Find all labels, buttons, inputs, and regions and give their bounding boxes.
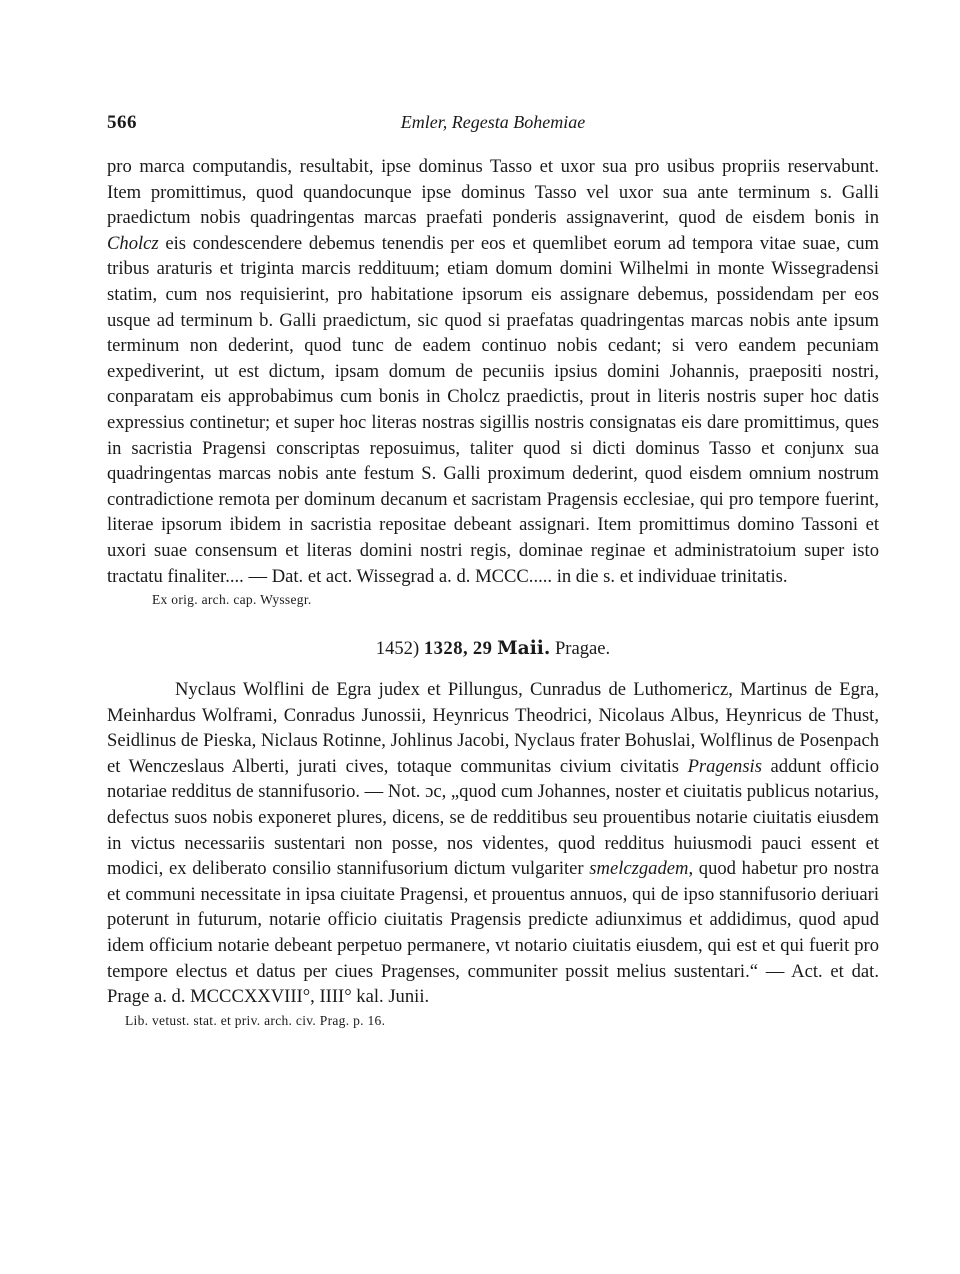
page-number: 566 [107, 112, 137, 133]
source-note-1: Ex orig. arch. cap. Wyssegr. [152, 592, 312, 608]
entry-paragraph [107, 677, 879, 1010]
page-header [107, 112, 879, 142]
place-name-cholcz: Cholcz [107, 232, 159, 254]
continuation-paragraph [107, 154, 879, 589]
entry-text-3: , quod habetur pro nostra et communi necessitate in ipsa ciuitate Pragensi, et prouentus annuos, qui de ipso stannifusorio deriuari poterunt in futurum, notarie officio ciuitatis Pragensis predicte adiunximus et addidimus, quod apud idem officium notarie debeant perpetuo permanere, vt notario ciuitatis eiusdem, qui est et qui fuerit pro tempore electus et datus per ciues Pragenses, communiter possit melius sustentari.“ — Act. et dat. Prage a. d. MCCCXXVIII°, IIII° kal. Junii. [107, 858, 879, 1008]
document-page [107, 112, 879, 1030]
entry-number: 1452) [375, 638, 420, 660]
continuation-text-1: pro marca computandis, resultabit, ipse dominus Tasso et uxor sua pro usibus propriis reservabunt. Item promittimus, quod quandocunque ipse dominus Tasso vel uxor sua ante terminum s. Galli praedictum nobis quadringentas marcas praefati ponderis assignaverint, quod de eisdem bonis in [107, 156, 879, 229]
running-head: Emler, Regesta Bohemiae [400, 112, 586, 132]
entry-heading [107, 637, 879, 661]
entry-text-2: addunt officio notariae redditus de stannifusorio. — Not. ɔc, „quod cum Johannes, noster et ciuitatis publicus notarius, defectus suos nobis exponeret plures, dicens, se de redditibus seu prouentibus notarie ciuitatis eiusdem in victus necessariis sustentari non posse, nos videntes, quod redditus huiusmodi pauci essent et modici, ex deliberato consilio stannifusorium dictum vulgariter [107, 755, 879, 880]
entry-text-1: Nyclaus Wolflini de Egra judex et Pillungus, Cunradus de Luthomericz, Martinus de Egra, Meinhardus Wolframi, Conradus Junossii, Heynricus Theodrici, Nicolaus Albus, Heynricus de Thust, Seidlinus de Pieska, Niclaus Rotinne, Johlinus Jacobi, Nyclaus frater Bohuslai, Wolflinus de Posenpach et Wenczeslaus Alberti, jurati cives, totaque communitas civium civitatis [107, 679, 879, 777]
term-smelczgadem: smelczgadem [589, 858, 689, 880]
source-note-2: Lib. vetust. stat. et priv. arch. civ. Prag. p. 16. [125, 1012, 386, 1028]
entry-year: 1328, [423, 638, 469, 660]
continuation-text-2: eis condescendere debemus tenendis per eos et quemlibet eorum ad tempora vitae suae, cum tribus araturis et triginta marcis reddituum; etiam domum domini Wilhelmi in monte Wissegradensi statim, cum nos requisierint, pro habitatione ipsorum eis assignare debemus, possidendam per eos usque ad terminum b. Galli praedictum, sic quod si praefatas quadringentas marcas nobis ante ipsum terminum non dederint, quod tunc de eadem continuo nobis cedant; si vero eandem pecuniam expediverint, ut est dictum, ipsam domum de pecuniis ipsius domini Johannis, praepositi nostri, conparatam eis approbabimus cum bonis in Cholcz praedictis, prout in literis nostris super hoc datis expressius continetur; et super hoc literas nostras sigillis nostris consignatas eis dare promittimus, ques in sacristia Pragensi conscriptas reposuimus, taliter quod si dicti dominus Tasso et conjunx sua quadringentas marcas nobis ante festum S. Galli proximum dederint, quod eisdem omnium nostrum contradictione remota per dominum decanum et sacristam Pragensis ecclesiae, qui pro tempore fuerint, literae ipsorum ibidem in sacristia repositae debeant assignari. Item promittimus domino Tassoni et uxori suae consensum et literas domini nostri regis, dominae reginae et administratoium super isto tractatu finaliter.... — Dat. et act. Wissegrad a. d. MCCC..... in die s. et individuae trinitatis. [107, 232, 879, 587]
place-name-pragensis: Pragensis [687, 755, 762, 777]
entry-day: 29 [472, 638, 493, 660]
entry-place: Pragae. [554, 638, 611, 660]
entry-month: Maii. [497, 638, 551, 660]
